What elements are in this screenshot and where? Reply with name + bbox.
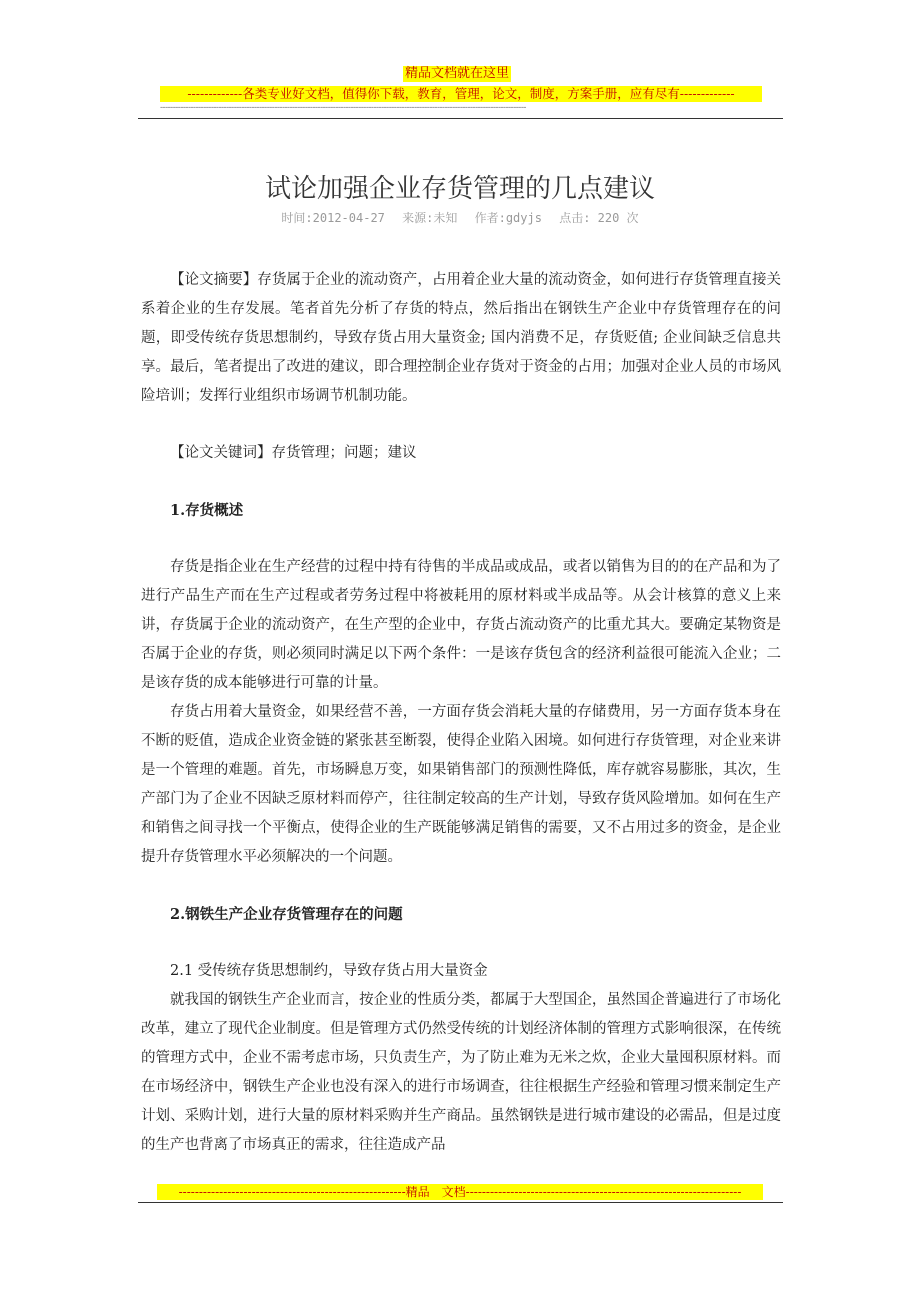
- article-body: [141, 266, 781, 1160]
- header-rule: [138, 118, 783, 119]
- article-title: 试论加强企业存货管理的几点建议: [264, 174, 655, 204]
- meta-time: 时间:2012-04-27: [281, 211, 385, 225]
- section-1-heading: 1.存货概述: [170, 502, 244, 519]
- keywords-paragraph: 【论文关键词】存货管理；问题；建议: [170, 445, 417, 461]
- header-slogan: -------------各类专业好文档，值得你下载，教育，管理，论文，制度，方案手册，应有尽有-------------: [160, 86, 762, 102]
- section-2-heading: 2.钢铁生产企业存货管理存在的问题: [170, 906, 403, 923]
- meta-author: 作者:gdyjs: [474, 211, 542, 225]
- section-2-1-heading: 2.1 受传统存货思想制约，导致存货占用大量资金: [170, 963, 488, 979]
- header-dashes: ------------------------------------------------------------------------------------------------------------------------------------------------: [160, 103, 526, 113]
- meta-source: 来源:未知: [402, 211, 458, 225]
- section-1-paragraph-2: 存货占用着大量资金，如果经营不善，一方面存货会消耗大量的存储费用，另一方面存货本身在不断的贬值，造成企业资金链的紧张甚至断裂，使得企业陷入困境。如何进行存货管理，对企业来讲是一个管理的难题。首先，市场瞬息万变，如果销售部门的预测性降低，库存就容易膨胀，其次，生产部门为了企业不因缺乏原材料而停产，往往制定较高的生产计划，导致存货风险增加。如何在生产和销售之间寻找一个平衡点，使得企业的生产既能够满足销售的需要，又不占用过多的资金，是企业提升存货管理水平必须解决的一个问题。: [141, 704, 781, 865]
- header-title: 精品文档就在这里: [405, 66, 510, 81]
- section-2-1-paragraph-1: 就我国的钢铁生产企业而言，按企业的性质分类，都属于大型国企，虽然国企普遍进行了市场化改革，建立了现代企业制度。但是管理方式仍然受传统的计划经济体制的管理方式影响很深，在传统的管理方式中，企业不需考虑市场，只负责生产，为了防止难为无米之炊，企业大量囤积原材料。而在市场经济中，钢铁生产企业也没有深入的进行市场调查，往往根据生产经验和管理习惯来制定生产计划、采购计划，进行大量的原材料采购并生产商品。虽然钢铁是进行城市建设的必需品，但是过度的生产也背离了市场真正的需求，往往造成产品: [141, 992, 781, 1153]
- meta-clicks: 点击: 220 次: [559, 211, 639, 225]
- footer-rule: [138, 1202, 783, 1203]
- section-1-paragraph-1: 存货是指企业在生产经营的过程中持有待售的半成品或成品，或者以销售为目的的在产品和为了进行产品生产而在生产过程或者劳务过程中将被耗用的原材料或半成品等。从会计核算的意义上来讲，存货属于企业的流动资产，在生产型的企业中，存货占流动资产的比重尤其大。要确定某物资是否属于企业的存货，则必须同时满足以下两个条件：一是该存货包含的经济利益很可能流入企业；二是该存货的成本能够进行可靠的计量。: [141, 559, 781, 691]
- article-meta: [0, 209, 920, 226]
- abstract-paragraph: 【论文摘要】存货属于企业的流动资产，占用着企业大量的流动资金，如何进行存货管理直接关系着企业的生存发展。笔者首先分析了存货的特点，然后指出在钢铁生产企业中存货管理存在的问题，即受传统存货思想制约，导致存货占用大量资金; 国内消费不足，存货贬值; 企业间缺乏信息共享。最后，笔者提出了改进的建议，即合理控制企业存货对于资金的占用；加强对企业人员的市场风险培训；发挥行业组织市场调节机制功能。: [141, 272, 781, 404]
- footer-band: --------------------------------------------------------精品 文档--------------------------------------------------------------------: [157, 1184, 763, 1200]
